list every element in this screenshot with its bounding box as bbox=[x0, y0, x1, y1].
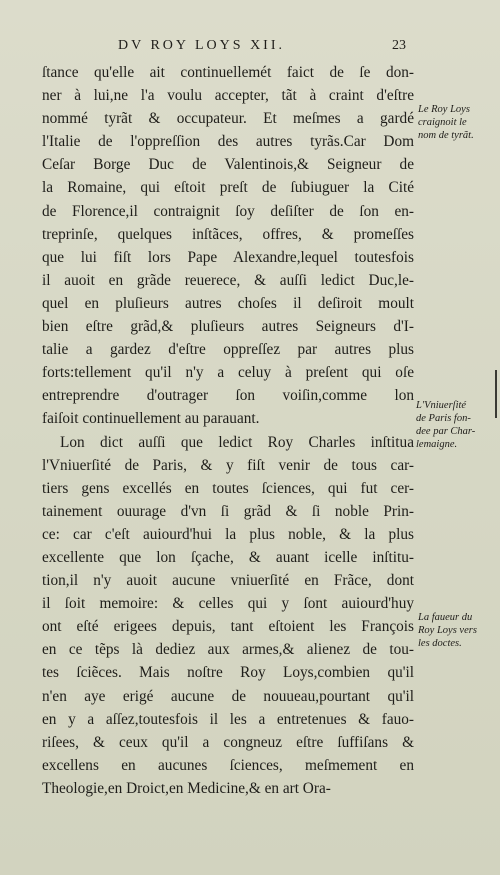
text-line: excellente que lon ſçache, & auant icelle inſtitu- bbox=[42, 548, 414, 566]
marginal-line: dee par Char- bbox=[416, 426, 476, 437]
text-line: treprinſe, quelques inſtãces, offres, & promeſſes bbox=[42, 225, 414, 243]
marginal-line: Le Roy Loys bbox=[418, 104, 470, 115]
text-line: tes ſciẽces. Mais noſtre Roy Loys,combien qu'il bbox=[42, 664, 414, 682]
text-line: la Romaine, qui eſtoit preſt de ſubiuguer la Cité bbox=[42, 179, 414, 197]
marginal-line: nom de tyrãt. bbox=[418, 130, 474, 141]
text-line: faiſoit continuellement au parauant. bbox=[42, 410, 260, 428]
text-line: tion,il n'y auoit aucune vniuerſité en Frãce, dont bbox=[42, 572, 414, 590]
page-header bbox=[0, 38, 500, 58]
text-line: en ce tẽps là dediez aux armes,& alienez de tou- bbox=[42, 641, 414, 659]
text-line: que lui fiſt lors Pape Alexandre,lequel toutesfois bbox=[42, 248, 414, 266]
text-line: quel en pluſieurs autres choſes il deſiroit moult bbox=[42, 294, 414, 312]
text-line: ſtance qu'elle ait continuellemét faict de ſe don- bbox=[42, 64, 414, 81]
text-line: talie a gardez d'eſtre oppreſſez par autres plus bbox=[42, 341, 414, 359]
text-line: bien eſtre grãd,& pluſieurs autres Seigneurs d'I- bbox=[42, 318, 414, 336]
marginal-line: La faueur du bbox=[418, 612, 473, 623]
marginal-note-roy-loys bbox=[418, 103, 474, 142]
text-line: forts:tellement qu'il n'y a celuy à preſent qui oſe bbox=[42, 364, 414, 382]
marginal-line: craignoit le bbox=[418, 117, 467, 128]
text-line: n'en aye erigé aucune de nouueau,pourtant qu'il bbox=[42, 687, 414, 705]
text-line: entreprendre d'outrager ſon voiſin,comme lon bbox=[42, 387, 414, 405]
text-line: ont eſté erigees depuis, tant eſtoient les François bbox=[42, 618, 414, 636]
text-line: riſees, & ceux qu'il a congneuz eſtre ſuffiſans & bbox=[42, 733, 414, 751]
text-line: Theologie,en Droict,en Medicine,& en art Ora- bbox=[42, 779, 331, 797]
text-line: Lon dict auſſi que ledict Roy Charles inſtitua bbox=[60, 433, 414, 451]
marginal-line: de Paris fon- bbox=[416, 413, 471, 424]
running-head: DV ROY LOYS XII. bbox=[118, 38, 285, 53]
text-line: ner à lui,ne l'a voulu accepter, tãt à craint d'eſtre bbox=[42, 87, 414, 105]
text-line: il auoit en grãde reuerece, & auſſi ledict Duc,le- bbox=[42, 271, 414, 289]
text-line: nommé tyrãt & occupateur. Et meſmes a gardé bbox=[42, 110, 414, 128]
text-line: l'Italie de l'oppreſſion des autres tyrãs.Car Dom bbox=[42, 133, 414, 151]
text-line: l'Vniuerſité de Paris, & y fiſt venir de tous car- bbox=[42, 456, 414, 474]
text-line: tainement ouurage d'vn ſi grãd & ſi noble Prin- bbox=[42, 502, 414, 520]
text-line: Ceſar Borge Duc de Valentinois,& Seigneur de bbox=[42, 156, 414, 174]
text-line: ce: car c'eſt auiourd'hui la plus noble, & la plus bbox=[42, 525, 414, 543]
body-text bbox=[42, 61, 414, 800]
marginal-note-faueur bbox=[418, 611, 477, 650]
marginal-line: les doctes. bbox=[418, 638, 462, 649]
text-line: il ſoit memoire: & celles qui y ſont auiourd'huy bbox=[42, 595, 414, 613]
marginal-line: Roy Loys vers bbox=[418, 625, 477, 636]
page-number: 23 bbox=[392, 38, 406, 53]
text-line: tiers gens excellés en toutes ſciences, qui fut cer- bbox=[42, 479, 414, 497]
page-edge-mark bbox=[495, 370, 497, 418]
marginal-line: L'Vniuerſité bbox=[416, 400, 467, 411]
text-line: de Florence,il contraignit ſoy deſiſter de ſon en- bbox=[42, 202, 414, 220]
text-line: excellens en aucunes ſciences, meſmement en bbox=[42, 756, 414, 774]
text-line: en y a aſſez,toutesfois il les a entretenues & fauo- bbox=[42, 710, 414, 728]
marginal-line: lemaigne. bbox=[416, 439, 458, 450]
marginal-note-universite bbox=[416, 399, 475, 451]
